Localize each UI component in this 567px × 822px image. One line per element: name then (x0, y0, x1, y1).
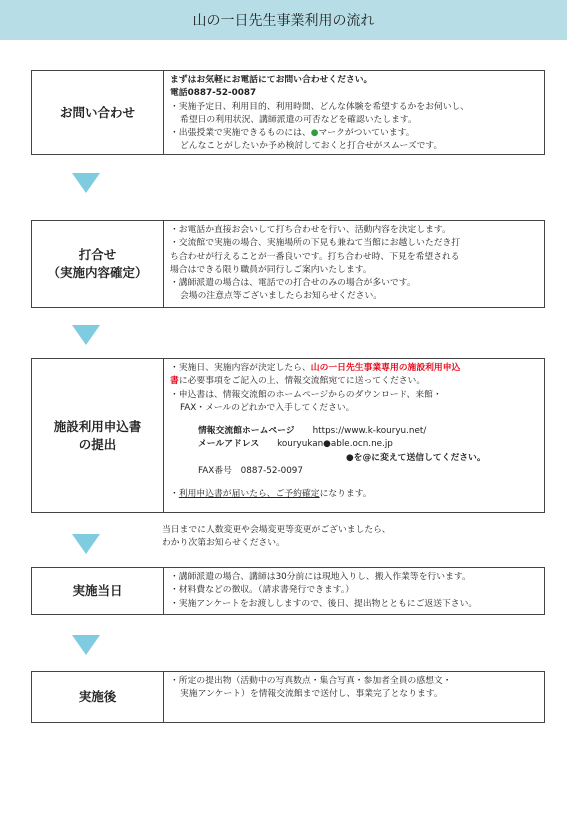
text-line: ・申込書は、情報交流館のホームページからのダウンロード、来館・ (170, 389, 442, 400)
text-line: ・出張授業で実施できるものには、 (170, 128, 311, 139)
text-line: 会場の注意点等ございましたらお知らせください。 (180, 291, 383, 302)
label-line: 打合せ (78, 247, 117, 262)
text-line: ・お電話か直接お会いして打ち合わせを行い、活動内容を決定します。 (170, 225, 451, 235)
confirmation-text: 利用申込書が届いたら、ご予約確定 (178, 489, 320, 500)
text-line: ・所定の提出物（活動中の写真数点・集合写真・参加者全員の感想文・ (170, 676, 452, 686)
step-content (164, 221, 544, 307)
email-note: ●を@に変えて送信してください。 (346, 452, 486, 463)
step-event-day (31, 567, 545, 615)
phone-number: 電話0887-52-0087 (170, 88, 257, 99)
text-span: ・ (170, 489, 179, 500)
fax-number: FAX番号 0887-52-0097 (198, 466, 304, 477)
text-line: どんなことがしたいか予め検討しておくと打合せがスムーズです。 (180, 141, 443, 152)
down-arrow-icon (72, 325, 100, 345)
text-line: 実施アンケート）を情報交流館まで送付し、事業完了となります。 (180, 689, 443, 700)
step-content (164, 359, 544, 512)
text-line: ・材料費などの徴収。（請求書発行できます。） (170, 585, 355, 596)
step-after-event (31, 671, 545, 723)
text-span: になります。 (319, 489, 372, 500)
label-line: （実施内容確定） (47, 265, 148, 280)
text-line: 当日までに人数変更や会場変更等変更がございましたら、 (162, 525, 391, 535)
down-arrow-icon (72, 534, 100, 554)
text-span: に必要事項をご記入の上、情報交流館宛てに送ってください。 (178, 376, 426, 387)
text-line: FAX・メールのどれかで入手してください。 (180, 402, 355, 413)
text-line: 希望日の利用状況、講師派遣の可否などを確認いたします。 (180, 114, 417, 125)
text-line: ・実施予定日、利用目的、利用時間、どんな体験を希望するかをお伺いし、 (170, 101, 470, 112)
homepage-link[interactable]: https://www.k-kouryu.net/ (312, 426, 427, 437)
change-notice (162, 524, 391, 551)
step-label: 実施当日 (32, 568, 164, 614)
intro-text: まずはお気軽にお電話にてお問い合わせください。 (170, 75, 373, 85)
down-arrow-icon (72, 173, 100, 193)
text-line: 場合はできる限り職員が同行しご案内いたします。 (170, 264, 372, 275)
email-address[interactable]: kouryukan●able.ocn.ne.jp (277, 439, 393, 450)
email-label: メールアドレス (198, 439, 260, 450)
text-line: ・交流館で実施の場合、実施場所の下見も兼ねて当館にお越しいただき打 (170, 238, 461, 249)
step-application (31, 358, 545, 513)
label-line: の提出 (78, 436, 117, 452)
label-line: 施設利用申込書 (53, 418, 142, 434)
text-span: ・実施日、実施内容が決定したら、 (170, 363, 311, 373)
page-title: 山の一日先生事業利用の流れ (0, 0, 567, 40)
step-content (164, 71, 544, 154)
application-form-name: 書 (170, 376, 179, 387)
step-label: 実施後 (32, 672, 164, 722)
text-line: ち合わせが行えることが一番良いです。打ち合わせ時、下見を希望される (170, 251, 460, 262)
step-inquiry (31, 70, 545, 155)
text-line: マークがついています。 (318, 128, 415, 139)
step-label (32, 359, 164, 512)
text-line: ・実施アンケートをお渡ししますので、後日、提出物とともにご返送下さい。 (170, 598, 478, 609)
text-line: わかり次第お知らせください。 (162, 538, 285, 549)
homepage-label: 情報交流館ホームページ (198, 426, 295, 437)
green-dot-icon: ● (310, 128, 319, 139)
down-arrow-icon (72, 635, 100, 655)
step-label: お問い合わせ (32, 71, 164, 154)
step-content (164, 672, 544, 722)
step-label (32, 221, 164, 307)
application-form-name: 山の一日先生事業専用の施設利用申込 (310, 363, 461, 373)
text-line: ・講師派遣の場合、講師は30分前には現地入りし、搬入作業等を行います。 (170, 572, 471, 582)
step-content (164, 568, 544, 614)
step-meeting (31, 220, 545, 308)
text-line: ・講師派遣の場合は、電話での打合せのみの場合が多いです。 (170, 278, 416, 289)
